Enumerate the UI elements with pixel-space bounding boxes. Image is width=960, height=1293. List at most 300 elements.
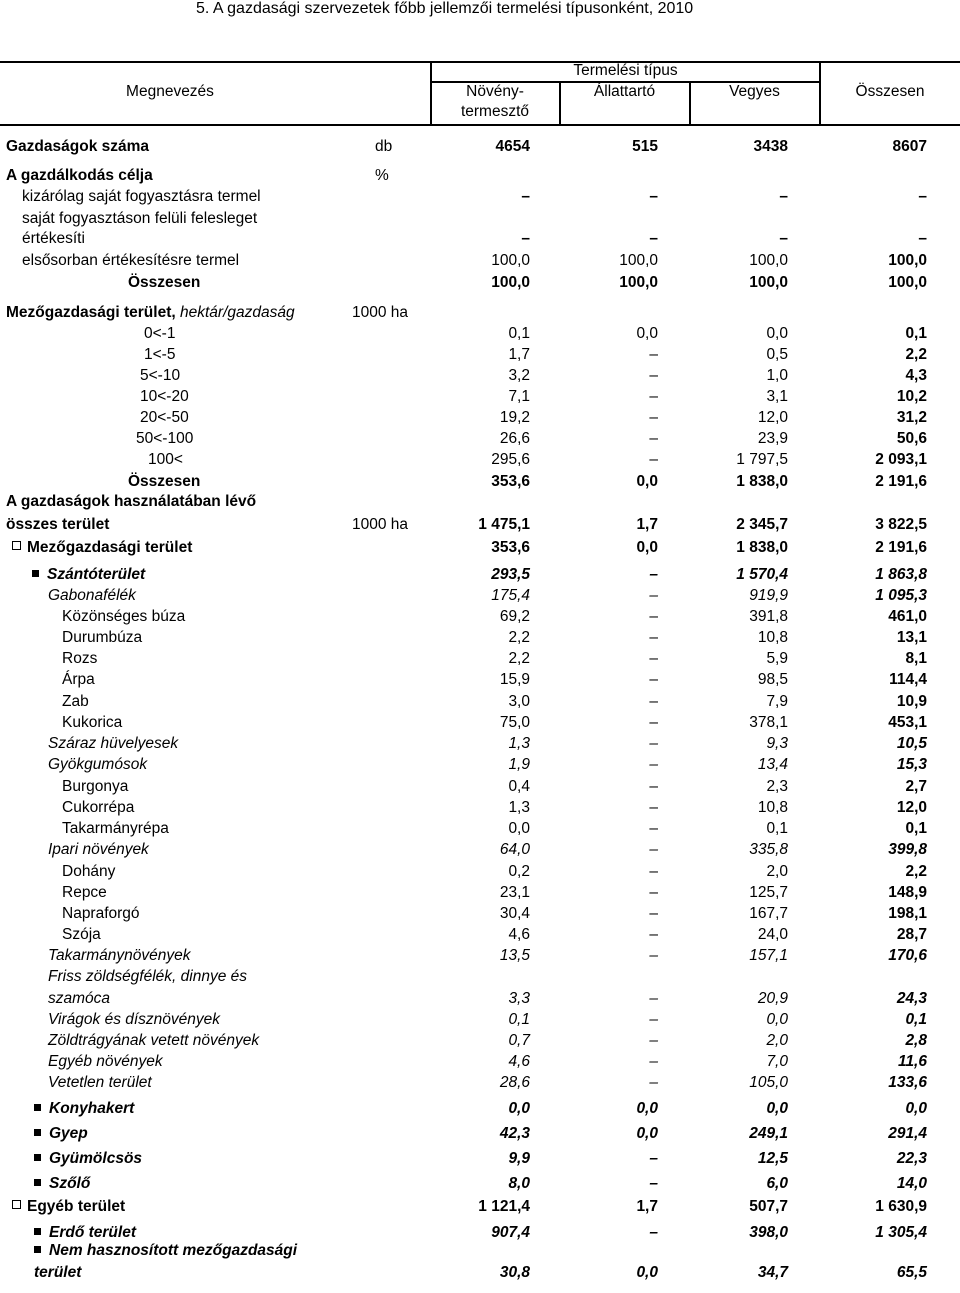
cell-value: 399,8 [888, 841, 927, 858]
cell-value: 1,7 [508, 346, 530, 363]
cell-value: 10,8 [757, 799, 788, 816]
cell-value: – [649, 947, 658, 964]
row-label-text: Takarmányrépa [62, 820, 169, 837]
cell-value: 3,1 [766, 388, 788, 405]
cell-value: 1 863,8 [875, 566, 927, 583]
table-row [0, 988, 960, 1009]
table-row [0, 250, 960, 271]
cell-value: 461,0 [888, 608, 927, 625]
cell-value: 69,2 [499, 608, 530, 625]
cell-value: 100,0 [619, 252, 658, 269]
table-row [0, 186, 960, 207]
cell-value: 378,1 [749, 714, 788, 731]
row-label [140, 365, 180, 386]
table-row [0, 606, 960, 627]
table-row [0, 136, 960, 157]
table-row [0, 882, 960, 903]
cell-value: – [649, 566, 658, 583]
row-label [48, 733, 178, 754]
table-row [0, 669, 960, 690]
table-row [0, 754, 960, 775]
cell-value: 0,0 [508, 1100, 530, 1117]
cell-value: 75,0 [499, 714, 530, 731]
table-row [0, 428, 960, 449]
cell-value: 1,3 [508, 799, 530, 816]
row-label [140, 386, 189, 407]
row-label [62, 691, 89, 712]
row-label [34, 1173, 90, 1194]
table-row [0, 627, 960, 648]
cell-value: 291,4 [888, 1125, 927, 1142]
table-row [0, 924, 960, 945]
cell-value: – [649, 409, 658, 426]
cell-value: 8,1 [905, 650, 927, 667]
cell-value: 515 [632, 138, 658, 155]
cell-value: – [521, 188, 530, 205]
cell-value: 0,1 [766, 820, 788, 837]
cell-value: 2,2 [508, 629, 530, 646]
row-label-text: Friss zöldségfélék, dinnye és [48, 968, 248, 985]
row-label [34, 1098, 134, 1119]
cell-value: 0,0 [636, 1100, 658, 1117]
cell-value: 100,0 [888, 252, 927, 269]
cell-value: 0,0 [508, 820, 530, 837]
cell-value: 175,4 [491, 587, 530, 604]
table-row [0, 1240, 960, 1261]
table-row [0, 323, 960, 344]
cell-value: 1,7 [636, 1198, 658, 1215]
header-col-noveny-line1: Növény- [466, 83, 524, 100]
row-label [62, 776, 128, 797]
table-row [0, 344, 960, 365]
table-row [0, 1148, 960, 1169]
cell-value: 23,1 [499, 884, 530, 901]
row-label [22, 186, 261, 207]
cell-value: – [649, 778, 658, 795]
page-title: 5. A gazdasági szervezetek főbb jellemzői termelési típusonként, 2010 [196, 0, 694, 17]
cell-value: – [649, 367, 658, 384]
cell-value: – [918, 188, 927, 205]
cell-value: 8607 [892, 138, 927, 155]
table-row [0, 537, 960, 558]
cell-value: – [649, 799, 658, 816]
cell-value: 125,7 [749, 884, 788, 901]
row-label-text: Szőlő [49, 1175, 91, 1192]
header-col-vegyes: Vegyes [729, 83, 780, 100]
table-row [0, 839, 960, 860]
cell-value: 2 345,7 [736, 516, 788, 533]
row-label-text: Takarmánynövények [48, 947, 191, 964]
table-row [0, 818, 960, 839]
cell-value: 5,9 [766, 650, 788, 667]
row-label [34, 1240, 297, 1261]
cell-value: 1 095,3 [875, 587, 927, 604]
cell-value: 12,5 [757, 1150, 788, 1167]
row-label-text: A gazdálkodás célja [6, 167, 153, 184]
cell-value: 249,1 [749, 1125, 788, 1142]
table-row [0, 302, 960, 323]
row-label-text: terület [34, 1264, 82, 1281]
row-label-text: Dohány [62, 863, 116, 880]
cell-value: 6,0 [766, 1175, 788, 1192]
cell-value: 0,2 [508, 863, 530, 880]
cell-value: 7,0 [766, 1053, 788, 1070]
row-label [48, 1030, 259, 1051]
filled-square-bullet-icon [34, 1246, 41, 1253]
cell-value: – [649, 587, 658, 604]
cell-value: – [918, 230, 927, 247]
row-unit: 1000 ha [352, 516, 409, 533]
row-label-text: szamóca [48, 990, 111, 1007]
cell-value: 42,3 [499, 1125, 530, 1142]
row-label [62, 882, 107, 903]
cell-value: 1 630,9 [875, 1198, 927, 1215]
table-row [0, 1072, 960, 1093]
cell-value: – [649, 1011, 658, 1028]
row-label [32, 564, 145, 585]
cell-value: 170,6 [888, 947, 927, 964]
row-label-text: Mezőgazdasági terület, [6, 304, 176, 321]
header-col-osszesen: Összesen [855, 83, 925, 100]
row-label [48, 1009, 220, 1030]
table-row [0, 165, 960, 186]
cell-value: 100,0 [491, 252, 530, 269]
row-label-text: Összesen [128, 473, 201, 490]
table-row [0, 1196, 960, 1217]
cell-value: 0,0 [636, 473, 658, 490]
header-col-allattarto: Állattartó [593, 83, 656, 100]
cell-value: 0,1 [905, 820, 927, 837]
row-label-text: Zöldtrágyának vetett növények [48, 1032, 260, 1049]
cell-value: 1,0 [766, 367, 788, 384]
cell-value: 2,2 [905, 346, 927, 363]
cell-value: 3438 [753, 138, 788, 155]
table-row [0, 386, 960, 407]
table-row [0, 1051, 960, 1072]
cell-value: 4,6 [508, 926, 530, 943]
cell-value: 19,2 [499, 409, 530, 426]
cell-value: 0,7 [508, 1032, 530, 1049]
cell-value: 507,7 [749, 1198, 788, 1215]
row-label-text: Gyep [49, 1125, 88, 1142]
header-termelesi-tipus: Termelési típus [573, 62, 678, 79]
cell-value: 3,0 [508, 693, 530, 710]
cell-value: 1,7 [636, 516, 658, 533]
row-label [140, 407, 189, 428]
cell-value: 30,8 [499, 1264, 530, 1281]
table-row [0, 966, 960, 987]
cell-value: 1,9 [508, 756, 530, 773]
cell-value: 28,7 [896, 926, 927, 943]
cell-value: – [649, 388, 658, 405]
row-label-text: Ipari növények [48, 841, 149, 858]
cell-value: 65,5 [896, 1264, 927, 1281]
row-label [62, 903, 140, 924]
cell-value: – [649, 841, 658, 858]
cell-value: 353,6 [491, 539, 530, 556]
row-label [48, 585, 136, 606]
cell-value: 2 093,1 [875, 451, 927, 468]
row-label [128, 272, 200, 293]
table-row [0, 514, 960, 535]
cell-value: 2,3 [766, 778, 788, 795]
cell-value: 1 570,4 [736, 566, 788, 583]
row-label-text: Kukorica [62, 714, 123, 731]
cell-value: 907,4 [491, 1224, 530, 1241]
cell-value: 50,6 [896, 430, 927, 447]
row-label-text: értékesíti [22, 230, 85, 247]
row-label [6, 165, 153, 186]
cell-value: 2,7 [905, 778, 927, 795]
row-label [148, 449, 183, 470]
row-label [22, 250, 239, 271]
row-label [48, 1072, 152, 1093]
cell-value: 10,8 [757, 629, 788, 646]
cell-value: 9,3 [766, 735, 788, 752]
cell-value: 13,5 [499, 947, 530, 964]
cell-value: 1 797,5 [736, 451, 788, 468]
table-row [0, 1173, 960, 1194]
cell-value: 28,6 [499, 1074, 530, 1091]
cell-value: 4,6 [508, 1053, 530, 1070]
cell-value: – [649, 1053, 658, 1070]
row-label [62, 818, 169, 839]
row-label-text: Egyéb terület [27, 1198, 126, 1215]
row-label-text: Közönséges búza [62, 608, 186, 625]
cell-value: 1 838,0 [736, 539, 788, 556]
cell-value: 0,0 [636, 1264, 658, 1281]
table-row [0, 564, 960, 585]
cell-value: 0,0 [766, 1100, 788, 1117]
cell-value: 3 822,5 [875, 516, 927, 533]
table-row [0, 491, 960, 512]
cell-value: 12,0 [896, 799, 927, 816]
table-row [0, 733, 960, 754]
row-label-text: Rozs [62, 650, 98, 667]
cell-value: 100,0 [491, 274, 530, 291]
hollow-square-bullet-icon [12, 541, 21, 550]
row-label-text: Nem hasznosított mezőgazdasági [49, 1242, 298, 1259]
header-megnevezes: Megnevezés [126, 83, 214, 100]
row-label-suffix: hektár/gazdaság [175, 304, 295, 321]
row-label-text: 5<-10 [140, 367, 181, 384]
cell-value: 64,0 [499, 841, 530, 858]
row-label [48, 988, 110, 1009]
cell-value: 0,5 [766, 346, 788, 363]
table-row [0, 228, 960, 249]
cell-value: 1 305,4 [875, 1224, 927, 1241]
row-label-text: Gyökgumósok [48, 756, 148, 773]
row-label [48, 839, 149, 860]
row-unit: 1000 ha [352, 304, 409, 321]
row-label-text: elsősorban értékesítésre termel [22, 252, 240, 269]
row-label-text: Vetetlen terület [48, 1074, 152, 1091]
cell-value: – [649, 1224, 658, 1241]
row-label [62, 648, 97, 669]
row-label [62, 797, 134, 818]
cell-value: – [649, 1032, 658, 1049]
cell-value: 30,4 [499, 905, 530, 922]
cell-value: – [521, 230, 530, 247]
row-label [34, 1148, 142, 1169]
cell-value: 2,2 [508, 650, 530, 667]
header-col-noveny [431, 82, 559, 122]
cell-value: 3,2 [508, 367, 530, 384]
cell-value: 14,0 [896, 1175, 927, 1192]
cell-value: – [779, 230, 788, 247]
row-label [136, 428, 193, 449]
row-label [6, 514, 109, 535]
hollow-square-bullet-icon [12, 1200, 21, 1209]
cell-value: 26,6 [499, 430, 530, 447]
cell-value: – [649, 1175, 658, 1192]
cell-value: 2 191,6 [875, 539, 927, 556]
cell-value: 0,4 [508, 778, 530, 795]
cell-value: – [649, 650, 658, 667]
cell-value: 98,5 [757, 671, 788, 688]
row-label [22, 208, 257, 229]
cell-value: – [649, 693, 658, 710]
cell-value: 1 838,0 [736, 473, 788, 490]
cell-value: 114,4 [889, 671, 927, 688]
table-row [0, 945, 960, 966]
row-label [48, 945, 190, 966]
cell-value: 1,3 [508, 735, 530, 752]
row-label [12, 537, 192, 558]
row-label-text: Konyhakert [49, 1100, 135, 1117]
filled-square-bullet-icon [34, 1228, 41, 1235]
cell-value: – [649, 820, 658, 837]
row-label-text: Zab [62, 693, 89, 710]
cell-value: 0,0 [636, 325, 658, 342]
cell-value: 7,9 [766, 693, 788, 710]
row-label-text: kizárólag saját fogyasztásra termel [22, 188, 261, 205]
row-label-text: 10<-20 [140, 388, 189, 405]
cell-value: 8,0 [508, 1175, 530, 1192]
table-row [0, 272, 960, 293]
table-row [0, 1262, 960, 1283]
cell-value: – [779, 188, 788, 205]
row-label-text: saját fogyasztáson felüli felesleget [22, 210, 258, 227]
table-row [0, 776, 960, 797]
row-label [12, 1196, 125, 1217]
row-label-text: 0<-1 [144, 325, 176, 342]
cell-value: 0,0 [636, 1125, 658, 1142]
row-label [62, 861, 115, 882]
cell-value: 0,1 [508, 1011, 530, 1028]
row-label-text: Szója [62, 926, 101, 943]
table-row [0, 1009, 960, 1030]
cell-value: 23,9 [757, 430, 788, 447]
row-label [144, 344, 175, 365]
row-label [48, 754, 147, 775]
row-label-text: Egyéb növények [48, 1053, 163, 1070]
cell-value: 353,6 [491, 473, 530, 490]
table-row [0, 797, 960, 818]
row-label [6, 491, 256, 512]
cell-value: – [649, 905, 658, 922]
cell-value: 148,9 [888, 884, 927, 901]
row-label-text: Repce [62, 884, 107, 901]
cell-value: – [649, 1150, 658, 1167]
cell-value: – [649, 188, 658, 205]
table-row [0, 471, 960, 492]
row-label [128, 471, 200, 492]
row-label [22, 228, 85, 249]
cell-value: 100,0 [888, 274, 927, 291]
cell-value: 24,3 [896, 990, 927, 1007]
row-label-text: Cukorrépa [62, 799, 135, 816]
cell-value: 0,0 [636, 539, 658, 556]
cell-value: – [649, 1074, 658, 1091]
table-row [0, 861, 960, 882]
row-label-text: Gyümölcsös [49, 1150, 143, 1167]
cell-value: – [649, 884, 658, 901]
table-row [0, 648, 960, 669]
cell-value: 2,0 [766, 863, 788, 880]
cell-value: 0,0 [766, 325, 788, 342]
row-label-text: Napraforgó [62, 905, 140, 922]
filled-square-bullet-icon [34, 1179, 41, 1186]
cell-value: 13,1 [896, 629, 927, 646]
cell-value: 2,8 [905, 1032, 927, 1049]
cell-value: 34,7 [757, 1264, 788, 1281]
row-label-text: Összesen [128, 274, 201, 291]
cell-value: – [649, 714, 658, 731]
cell-value: 2,0 [766, 1032, 788, 1049]
cell-value: 295,6 [491, 451, 530, 468]
cell-value: 15,3 [896, 756, 927, 773]
cell-value: 100,0 [619, 274, 658, 291]
cell-value: – [649, 608, 658, 625]
row-label-text: 100< [148, 451, 183, 468]
row-label [34, 1123, 88, 1144]
row-label [48, 966, 247, 987]
cell-value: – [649, 629, 658, 646]
row-label [6, 136, 149, 157]
row-label-text: 1<-5 [144, 346, 176, 363]
cell-value: 919,9 [749, 587, 788, 604]
row-label [62, 669, 95, 690]
row-label [62, 712, 122, 733]
table-row [0, 1030, 960, 1051]
cell-value: 11,6 [897, 1053, 927, 1070]
cell-value: 1 475,1 [478, 516, 530, 533]
row-label-text: Mezőgazdasági terület [27, 539, 193, 556]
cell-value: 453,1 [888, 714, 927, 731]
row-unit: % [375, 167, 389, 184]
cell-value: 15,9 [499, 671, 530, 688]
cell-value: 133,6 [888, 1074, 927, 1091]
cell-value: 4654 [495, 138, 530, 155]
cell-value: 198,1 [888, 905, 927, 922]
cell-value: – [649, 230, 658, 247]
cell-value: 20,9 [757, 990, 788, 1007]
row-label [6, 302, 295, 323]
row-label-text: Virágok és dísznövények [48, 1011, 221, 1028]
row-label-text: Száraz hüvelyesek [48, 735, 179, 752]
cell-value: 0,1 [905, 1011, 927, 1028]
cell-value: 3,3 [508, 990, 530, 1007]
row-label [62, 627, 142, 648]
table-row [0, 585, 960, 606]
table-row [0, 407, 960, 428]
header-col-noveny-line2: termesztő [460, 103, 530, 120]
cell-value: 12,0 [757, 409, 788, 426]
row-label [48, 1051, 163, 1072]
row-label [62, 924, 101, 945]
filled-square-bullet-icon [34, 1154, 41, 1161]
